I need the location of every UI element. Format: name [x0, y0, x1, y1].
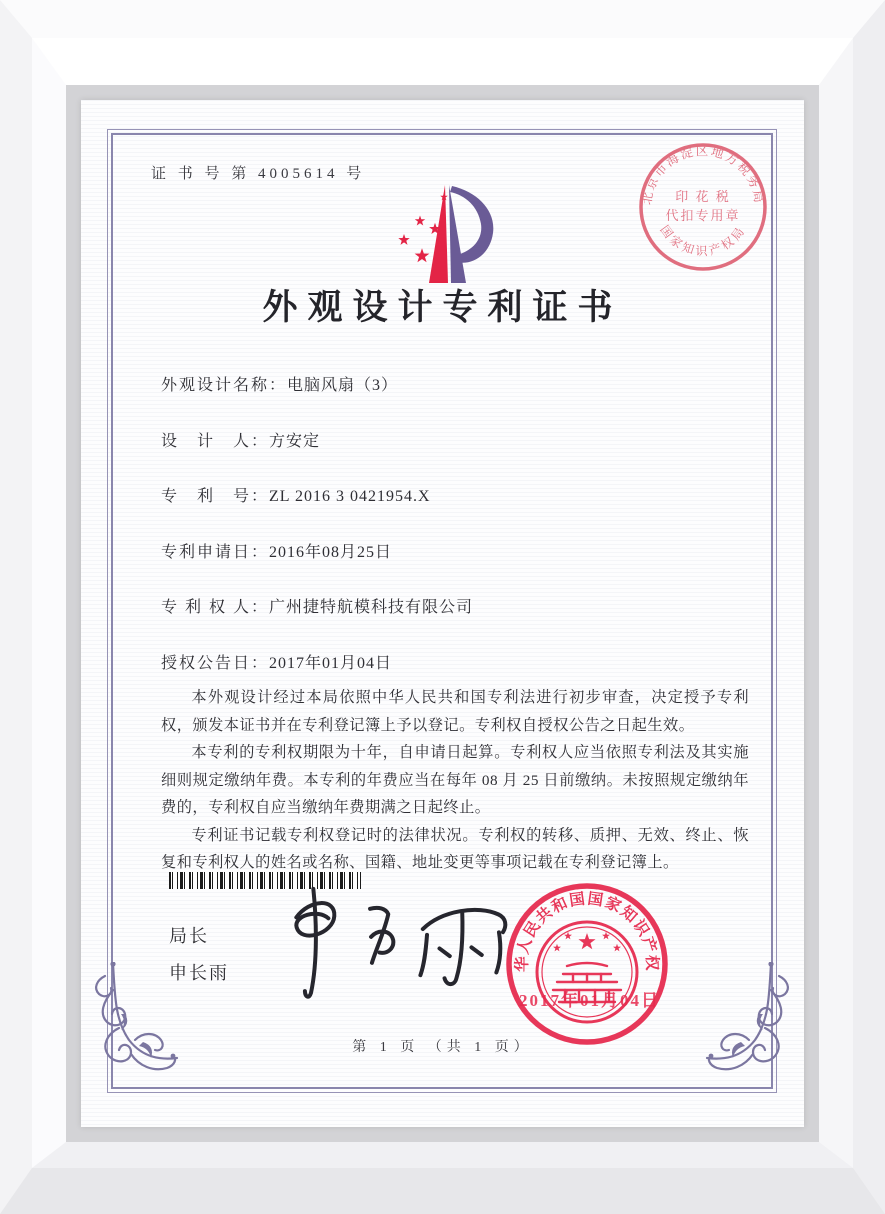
sipo-logo-icon: [382, 182, 512, 288]
tax-seal-center-2: 代扣专用章: [665, 208, 741, 223]
signer-name: 申长雨: [169, 963, 229, 983]
signer-title: 局长: [169, 926, 209, 946]
certificate-paper: [81, 100, 804, 1127]
field-row-patentee: [161, 594, 761, 650]
field-label: 设 计 人：: [161, 432, 270, 450]
field-list: [161, 372, 761, 705]
page-number: 第 1 页 （共 1 页）: [352, 1040, 533, 1055]
tax-seal-center-1: 印 花 税: [675, 189, 731, 204]
field-label: 专 利 权 人：: [161, 599, 270, 616]
corner-flourish-icon: [85, 962, 181, 1086]
tax-seal-arc-top: 北京市海淀区地方税务局: [639, 144, 767, 206]
field-row-patent-number: [161, 483, 761, 539]
paragraph-1: 本外观设计经过本局依照中华人民共和国专利法进行初步审查，决定授予专利权，颁发本证书并在专利登记簿上予以登记。专利权自授权公告之日起生效。: [161, 689, 749, 734]
field-label: 授权公告日：: [161, 654, 270, 672]
field-value: 2017年01月04日: [269, 654, 393, 672]
svg-text:国家知识产权局: [657, 223, 748, 258]
signature-ink: [265, 862, 526, 1009]
field-label: 专利申请日：: [161, 543, 270, 561]
sipo-seal-arc-text: 中华人民共和国国家知识产权局: [513, 890, 661, 973]
field-label: 专 利 号：: [161, 488, 270, 505]
certificate-title: 外观设计专利证书: [262, 288, 623, 327]
certificate-number: 证 书 号 第 4005614 号: [151, 166, 366, 182]
legal-text: [161, 684, 749, 877]
grant-date-stamp: 2017年01月04日: [519, 991, 660, 1010]
field-value: 2016年08月25日: [269, 543, 393, 561]
tax-office-seal: [626, 130, 780, 284]
field-row-filing-date: [161, 539, 761, 595]
tax-seal-arc-bottom: 国家知识产权局: [657, 222, 749, 258]
field-value: 方安定: [269, 432, 321, 450]
paragraph-2: 本专利的专利权期限为十年，自申请日起算。专利权人应当依照专利法及其实施细则规定缴纳年费。本专利的年费应当在每年 08 月 25 日前缴纳。未按照规定缴纳年费的，专利权自应当缴纳年费期满之日起终止。: [161, 744, 749, 816]
field-row-design-name: [161, 372, 761, 428]
corner-flourish-icon: [703, 962, 799, 1086]
field-value: 广州捷特航模科技有限公司: [269, 599, 474, 616]
field-row-designer: [161, 428, 761, 484]
field-label: 外观设计名称：: [161, 377, 288, 394]
field-value: 电脑风扇（3）: [287, 377, 399, 394]
svg-text:中华人民共和国国家知识产权局: [512, 889, 661, 972]
sipo-official-seal: [499, 876, 675, 1052]
field-value: ZL 2016 3 0421954.X: [269, 488, 431, 505]
paragraph-3: 专利证书记载专利权登记时的法律状况。专利权的转移、质押、无效、终止、恢复和专利权人的姓名或名称、国籍、地址变更等事项记载在专利登记簿上。: [161, 826, 749, 871]
